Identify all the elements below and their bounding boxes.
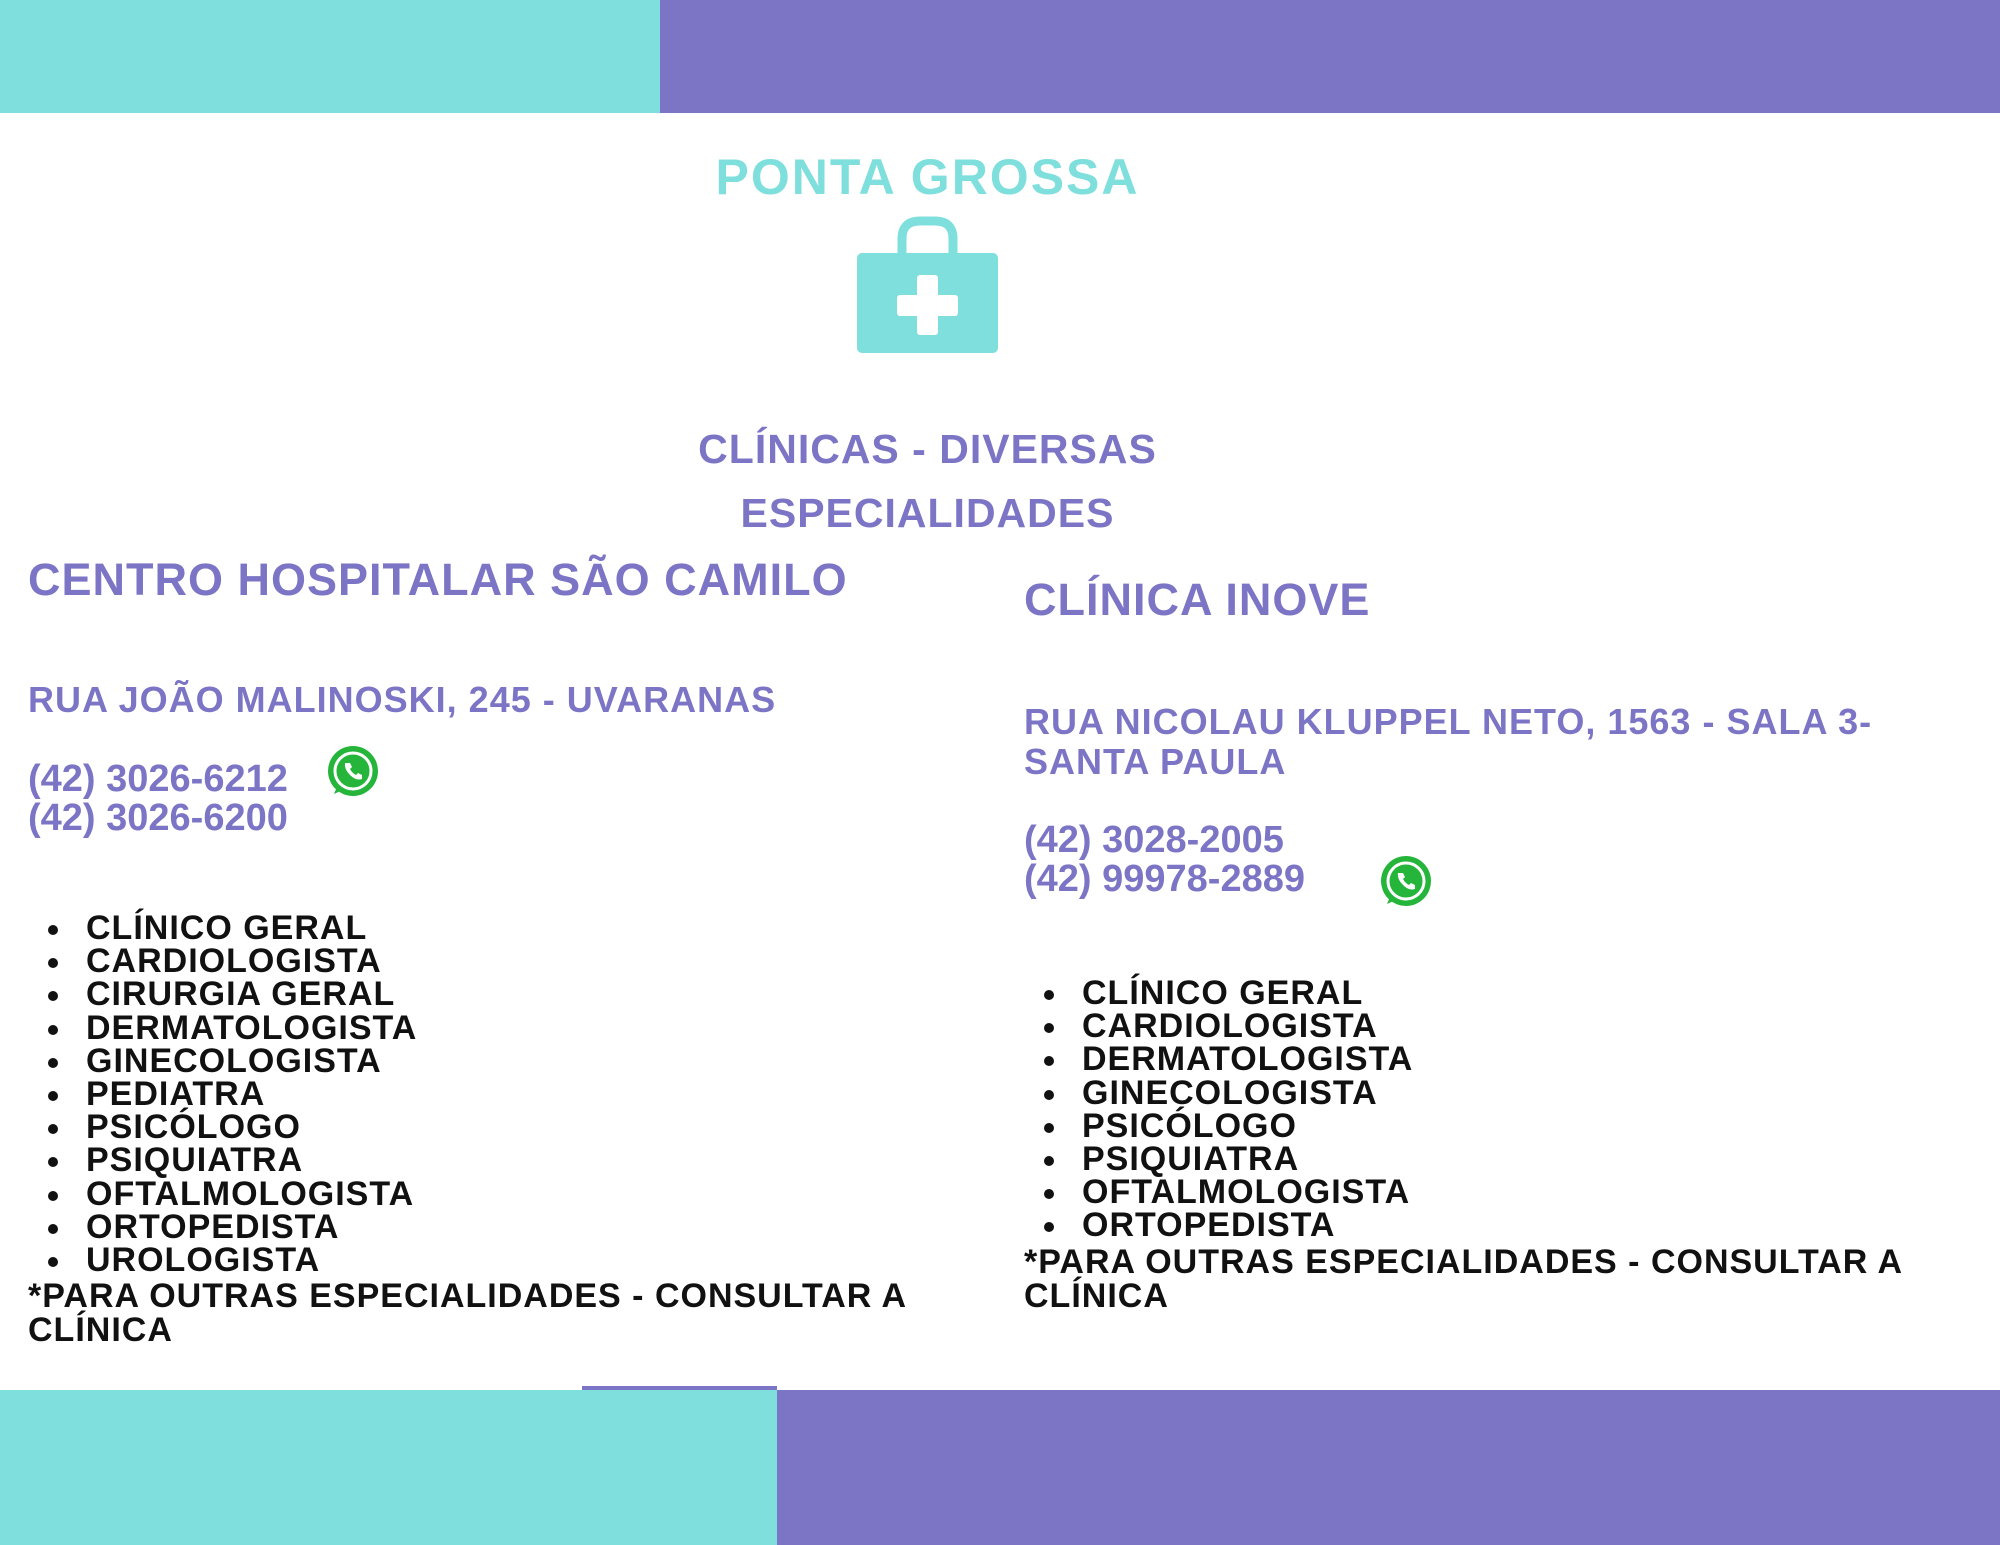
top-teal-band bbox=[0, 0, 660, 113]
specialty-item bbox=[1024, 1140, 1413, 1179]
bullet-icon bbox=[1044, 990, 1054, 1000]
bullet-icon bbox=[48, 1091, 58, 1101]
clinic-phone-1[interactable]: (42) 3028-2005 bbox=[1024, 819, 1284, 861]
whatsapp-icon[interactable] bbox=[325, 744, 381, 800]
specialty-item bbox=[28, 1075, 417, 1114]
specialties-list bbox=[28, 909, 418, 1280]
specialty-label: PSICÓLOGO bbox=[86, 1108, 301, 1147]
specialty-item bbox=[1024, 1173, 1413, 1212]
specialty-label: PEDIATRA bbox=[86, 1075, 266, 1114]
specialty-label: GINECOLOGISTA bbox=[86, 1041, 382, 1080]
bullet-icon bbox=[1044, 1023, 1054, 1033]
bullet-icon bbox=[48, 958, 58, 968]
bullet-icon bbox=[1044, 1090, 1054, 1100]
bullet-icon bbox=[48, 1058, 58, 1068]
bottom-purple-band bbox=[777, 1390, 2000, 1545]
clinic-phone-2[interactable]: (42) 99978-2889 bbox=[1024, 858, 1305, 900]
specialty-label: PSICÓLOGO bbox=[1082, 1106, 1297, 1145]
specialty-item bbox=[28, 942, 417, 981]
specialty-item bbox=[28, 1041, 417, 1080]
clinic-phone-2[interactable]: (42) 3026-6200 bbox=[28, 797, 288, 839]
specialty-item bbox=[1024, 1206, 1413, 1245]
specialty-item bbox=[1024, 1007, 1413, 1046]
specialty-label: PSIQUIATRA bbox=[86, 1141, 304, 1180]
specialty-item bbox=[28, 1141, 417, 1180]
bullet-icon bbox=[48, 1157, 58, 1167]
specialty-label: OFTALMOLOGISTA bbox=[86, 1174, 415, 1213]
clinic-address: RUA NICOLAU KLUPPEL NETO, 1563 - SALA 3- SANTA PAULA bbox=[1024, 701, 1873, 782]
specialty-item bbox=[28, 1174, 417, 1213]
medical-kit-icon bbox=[855, 215, 1000, 355]
subtitle-line-1: CLÍNICAS - DIVERSAS bbox=[698, 426, 1157, 472]
specialty-label: CARDIOLOGISTA bbox=[1082, 1007, 1378, 1046]
specialty-label: GINECOLOGISTA bbox=[1082, 1073, 1378, 1112]
bullet-icon bbox=[48, 991, 58, 1001]
bullet-icon bbox=[48, 1257, 58, 1267]
specialty-item bbox=[1024, 1106, 1413, 1145]
clinic-address: RUA JOÃO MALINOSKI, 245 - UVARANAS bbox=[28, 679, 777, 720]
specialty-item bbox=[28, 1108, 417, 1147]
bullet-icon bbox=[1044, 1123, 1054, 1133]
bottom-teal-band bbox=[0, 1390, 777, 1545]
specialty-label: CLÍNICO GERAL bbox=[1082, 974, 1364, 1012]
specialties-note: *PARA OUTRAS ESPECIALIDADES - CONSULTAR A CLÍNICA bbox=[28, 1277, 906, 1349]
bullet-icon bbox=[1044, 1056, 1054, 1066]
specialties-note: *PARA OUTRAS ESPECIALIDADES - CONSULTAR A CLÍNICA bbox=[1024, 1243, 1902, 1315]
specialty-item bbox=[28, 1008, 418, 1047]
specialty-label: CARDIOLOGISTA bbox=[86, 942, 382, 981]
clinic-phone-1[interactable]: (42) 3026-6212 bbox=[28, 758, 288, 800]
specialties-list bbox=[1024, 974, 1414, 1245]
bullet-icon bbox=[1044, 1156, 1054, 1166]
specialty-label: PSIQUIATRA bbox=[1082, 1140, 1300, 1179]
bullet-icon bbox=[1044, 1189, 1054, 1199]
bullet-icon bbox=[48, 1191, 58, 1201]
top-purple-band bbox=[660, 0, 2000, 113]
specialty-label: ORTOPEDISTA bbox=[86, 1207, 340, 1246]
bullet-icon bbox=[48, 1025, 58, 1035]
specialty-item bbox=[28, 909, 417, 947]
specialty-label: CLÍNICO GERAL bbox=[86, 909, 368, 947]
subtitle-line-2: ESPECIALIDADES bbox=[740, 490, 1115, 536]
specialty-item bbox=[1024, 1040, 1414, 1079]
clinic-name: CLÍNICA INOVE bbox=[1024, 574, 1371, 625]
specialty-label: OFTALMOLOGISTA bbox=[1082, 1173, 1411, 1212]
specialty-label: UROLOGISTA bbox=[86, 1241, 321, 1280]
specialty-item bbox=[1024, 1073, 1413, 1112]
specialty-item bbox=[28, 975, 417, 1014]
bullet-icon bbox=[1044, 1222, 1054, 1232]
specialty-item bbox=[28, 1207, 417, 1246]
specialty-item bbox=[28, 1241, 417, 1280]
specialty-label: ORTOPEDISTA bbox=[1082, 1206, 1336, 1245]
specialty-label: DERMATOLOGISTA bbox=[86, 1008, 418, 1047]
whatsapp-icon[interactable] bbox=[1378, 854, 1434, 910]
bullet-icon bbox=[48, 1224, 58, 1234]
specialty-label: CIRURGIA GERAL bbox=[86, 975, 396, 1014]
bullet-icon bbox=[48, 925, 58, 935]
specialty-label: DERMATOLOGISTA bbox=[1082, 1040, 1414, 1079]
city-title: PONTA GROSSA bbox=[715, 149, 1140, 205]
clinic-name: CENTRO HOSPITALAR SÃO CAMILO bbox=[28, 554, 848, 605]
specialty-item bbox=[1024, 974, 1413, 1012]
bullet-icon bbox=[48, 1124, 58, 1134]
